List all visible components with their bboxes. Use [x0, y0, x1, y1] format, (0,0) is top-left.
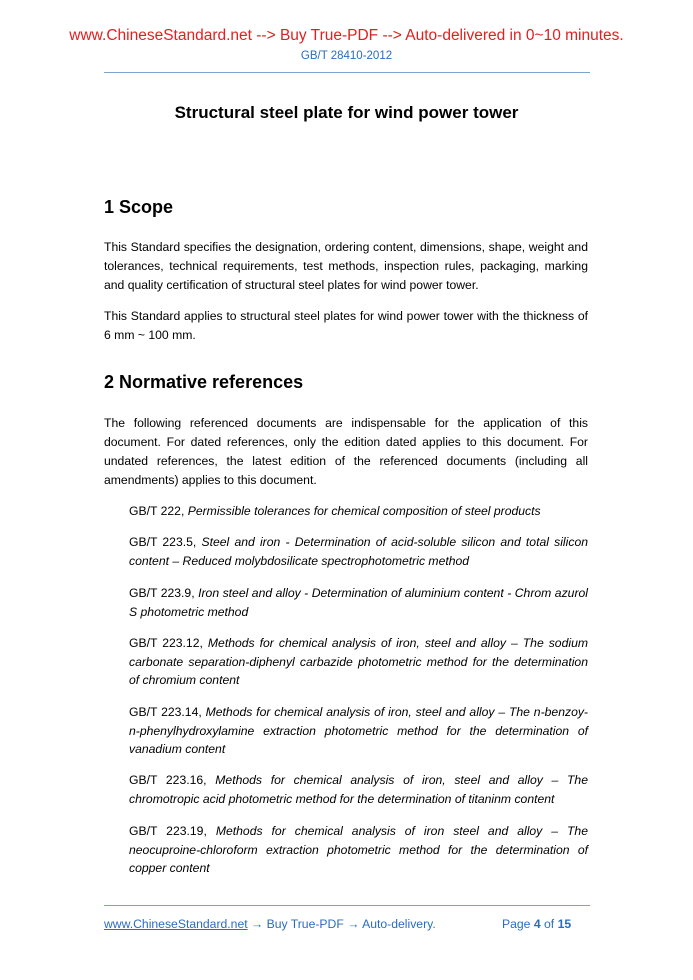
reference-code: GB/T 223.16,	[129, 773, 207, 787]
reference-item	[129, 703, 588, 759]
reference-item	[129, 584, 588, 621]
reference-item	[129, 634, 588, 690]
footer-links	[104, 917, 436, 931]
page-label: Page	[502, 917, 531, 931]
reference-code: GB/T 222,	[129, 504, 185, 518]
section-heading-scope: 1 Scope	[104, 197, 174, 217]
reference-code: GB/T 223.12,	[129, 636, 203, 650]
reference-title: Methods for chemical analysis of iron, steel and alloy – The n-benzoy-n-phenylhydroxylamine extraction photometric method for the determination of vanadium content	[129, 705, 588, 756]
footer-site-link[interactable]: www.ChineseStandard.net	[104, 917, 248, 931]
arrow-right-icon: →	[251, 917, 264, 931]
reference-item	[129, 502, 588, 521]
total-pages: 15	[557, 917, 572, 931]
reference-title: Methods for chemical analysis of iron, steel and alloy – The chromotropic acid photometric method for the determination of titaninm content	[129, 773, 588, 806]
footer-divider	[104, 905, 590, 906]
header-divider	[104, 72, 590, 73]
reference-title: Permissible tolerances for chemical composition of steel products	[187, 504, 541, 518]
normative-intro-paragraph: The following referenced documents are indispensable for the application of this document. For dated references, only the edition dated applies to this document. For undated references, the latest edition of the referenced documents (including all amendments) applies to this document.	[104, 416, 588, 487]
reference-title: Steel and iron - Determination of acid-soluble silicon and total silicon content – Reduced molybdosilicate spectrophotometric method	[129, 535, 588, 568]
page-number: 4	[533, 917, 541, 931]
reference-item	[129, 822, 588, 878]
scope-paragraph-1: This Standard specifies the designation, ordering content, dimensions, shape, weight and tolerances, technical requirements, test methods, inspection rules, packaging, marking and quality certification of structural steel plates for wind power tower.	[104, 240, 588, 292]
reference-item	[129, 771, 588, 808]
arrow-right-icon: →	[347, 917, 360, 931]
page-indicator	[502, 917, 571, 931]
section-heading-normative-references: 2 Normative references	[104, 372, 304, 392]
reference-item	[129, 533, 588, 570]
top-banner[interactable]: www.ChineseStandard.net --> Buy True-PDF --> Auto-delivered in 0~10 minutes.	[69, 27, 624, 44]
scope-paragraph-2: This Standard applies to structural steel plates for wind power tower with the thickness of 6 mm ~ 100 mm.	[104, 309, 588, 342]
header-standard-code: GB/T 28410-2012	[300, 50, 393, 62]
document-title: Structural steel plate for wind power tower	[174, 103, 519, 122]
footer-buy-link[interactable]: Buy True-PDF	[266, 917, 344, 931]
reference-title: Iron steel and alloy - Determination of aluminium content - Chrom azurol S photometric method	[129, 586, 588, 619]
reference-code: GB/T 223.19,	[129, 824, 207, 838]
reference-code: GB/T 223.14,	[129, 705, 202, 719]
reference-code: GB/T 223.9,	[129, 586, 195, 600]
reference-code: GB/T 223.5,	[129, 535, 197, 549]
footer-delivery-text: Auto-delivery.	[362, 917, 436, 931]
reference-title: Methods for chemical analysis of iron, steel and alloy – The sodium carbonate separation-diphenyl carbazide photometric method for the determination of chromium content	[129, 636, 588, 687]
reference-title: Methods for chemical analysis of iron steel and alloy – The neocuproine-chloroform extraction photometric method for the determination of copper content	[129, 824, 588, 875]
of-label: of	[544, 917, 555, 931]
